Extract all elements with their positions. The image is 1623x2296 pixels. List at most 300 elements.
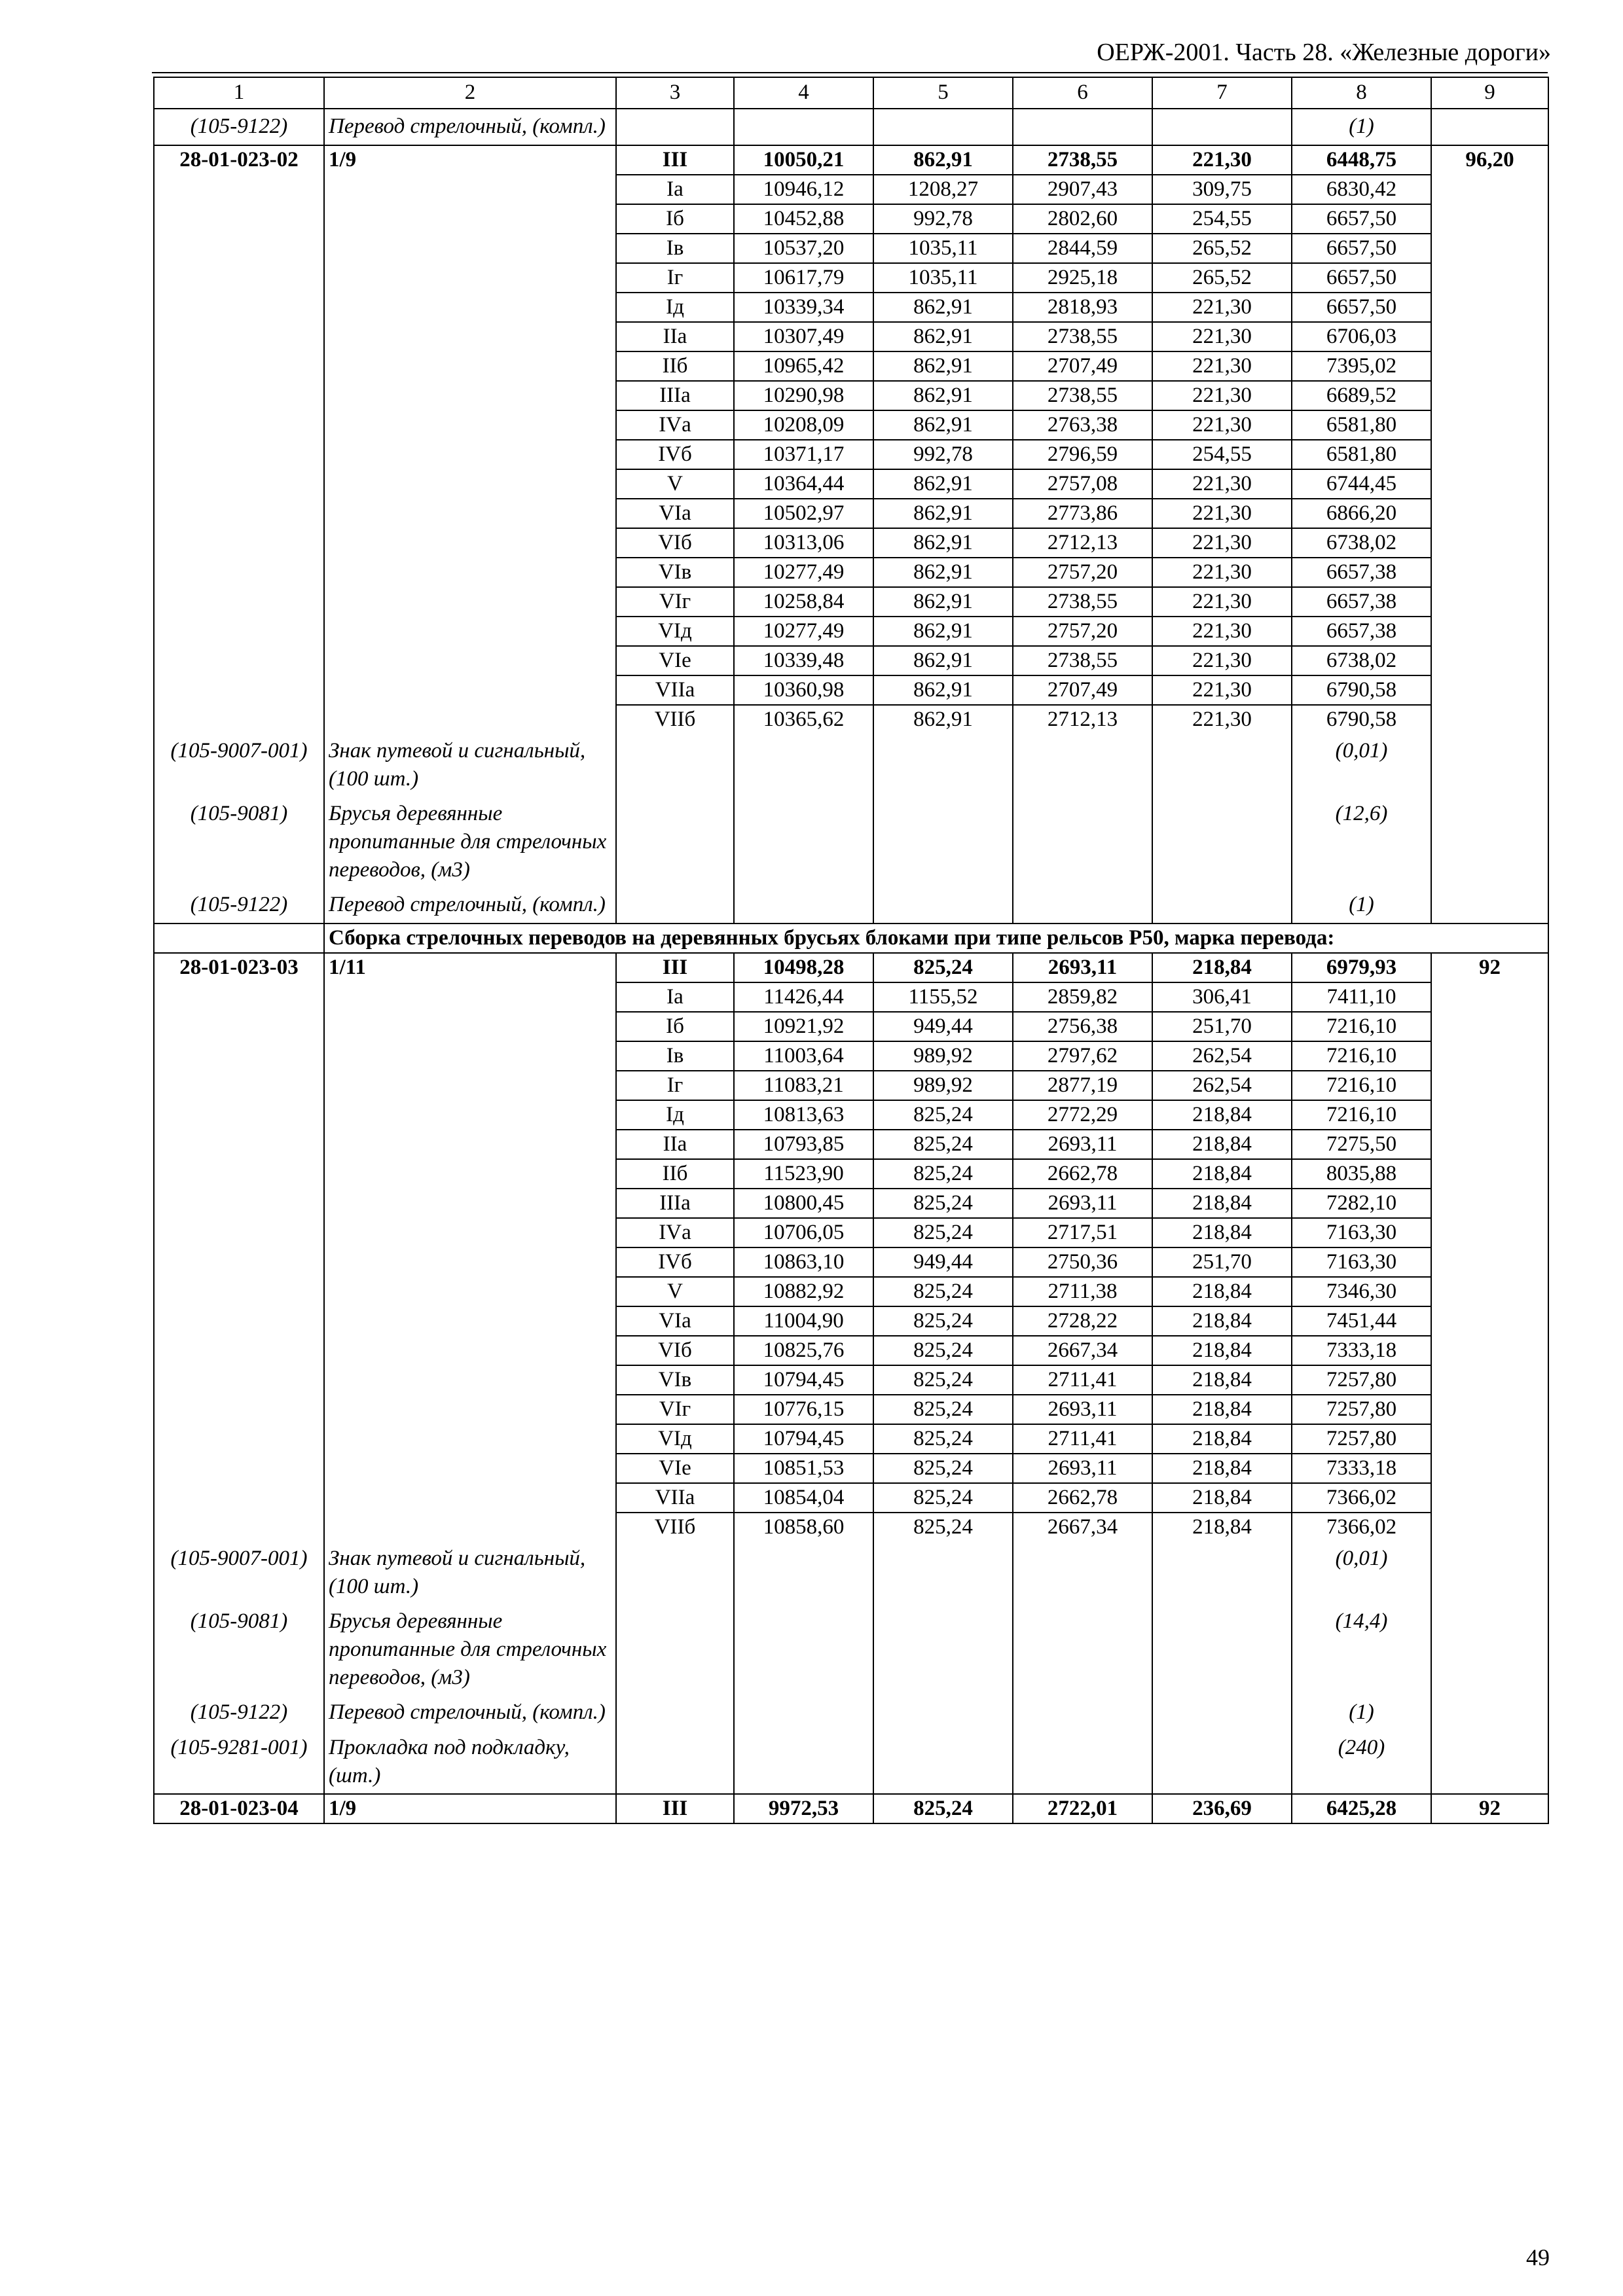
rate-unit-value [1431, 322, 1548, 351]
section-row [154, 924, 1548, 953]
rate-main-row [154, 1794, 1548, 1823]
rate-name [324, 1336, 616, 1365]
rate-zone-row [154, 263, 1548, 293]
rate-unit-value [1431, 1454, 1548, 1483]
price-value: 218,84 [1152, 1424, 1292, 1454]
rate-zone-row [154, 1306, 1548, 1336]
material-qty: (1) [1292, 109, 1431, 145]
zone-label: Iг [616, 263, 734, 293]
zone-label: VIд [616, 617, 734, 646]
rate-name [324, 1041, 616, 1071]
empty-cell [1152, 1695, 1292, 1731]
zone-label: Iд [616, 293, 734, 322]
price-value: 2772,29 [1013, 1100, 1152, 1130]
rate-unit-value [1431, 469, 1548, 499]
rate-zone-row [154, 1130, 1548, 1159]
zone-label: VIв [616, 558, 734, 587]
rate-unit-value: 96,20 [1431, 145, 1548, 175]
price-value: 218,84 [1152, 1218, 1292, 1247]
empty-cell [1431, 1541, 1548, 1604]
empty-cell [1013, 1731, 1152, 1794]
price-value: 825,24 [873, 1189, 1013, 1218]
price-value: 6657,38 [1292, 558, 1431, 587]
zone-label: VIе [616, 646, 734, 675]
price-value: 10617,79 [734, 263, 873, 293]
price-value: 221,30 [1152, 705, 1292, 734]
zone-label: IVа [616, 410, 734, 440]
price-value: 11004,90 [734, 1306, 873, 1336]
rate-unit-value [1431, 1483, 1548, 1513]
empty-cell [873, 888, 1013, 924]
price-value: 9972,53 [734, 1794, 873, 1823]
zone-label: III [616, 1794, 734, 1823]
rate-unit-value [1431, 175, 1548, 204]
price-value: 862,91 [873, 617, 1013, 646]
price-value: 10452,88 [734, 204, 873, 234]
price-value: 10965,42 [734, 351, 873, 381]
price-value: 265,52 [1152, 234, 1292, 263]
price-value: 8035,88 [1292, 1159, 1431, 1189]
rate-name [324, 263, 616, 293]
price-value: 10365,62 [734, 705, 873, 734]
price-value: 7216,10 [1292, 1100, 1431, 1130]
rate-unit-value [1431, 440, 1548, 469]
price-value: 218,84 [1152, 1189, 1292, 1218]
rate-name [324, 1365, 616, 1395]
price-value: 10851,53 [734, 1454, 873, 1483]
price-value: 825,24 [873, 1159, 1013, 1189]
header-rule [152, 72, 1548, 73]
price-value: 10277,49 [734, 558, 873, 587]
material-row [154, 1541, 1548, 1604]
rate-name [324, 469, 616, 499]
rate-zone-row [154, 1395, 1548, 1424]
price-value: 7257,80 [1292, 1365, 1431, 1395]
material-qty: (240) [1292, 1731, 1431, 1794]
empty-cell [616, 888, 734, 924]
material-row [154, 797, 1548, 888]
empty-cell [1152, 797, 1292, 888]
rate-zone-row [154, 440, 1548, 469]
price-value: 7275,50 [1292, 1130, 1431, 1159]
rate-unit-value [1431, 1365, 1548, 1395]
price-value: 2818,93 [1013, 293, 1152, 322]
zone-label: IIа [616, 1130, 734, 1159]
price-value: 265,52 [1152, 263, 1292, 293]
price-value: 7333,18 [1292, 1454, 1431, 1483]
price-value: 825,24 [873, 1395, 1013, 1424]
price-value: 10794,45 [734, 1424, 873, 1454]
price-value: 1208,27 [873, 175, 1013, 204]
price-value: 2925,18 [1013, 263, 1152, 293]
rate-name: 1/9 [324, 1794, 616, 1823]
rate-zone-row [154, 1454, 1548, 1483]
rate-code [154, 646, 324, 675]
rate-main-row [154, 145, 1548, 175]
price-value: 2877,19 [1013, 1071, 1152, 1100]
price-value: 218,84 [1152, 1483, 1292, 1513]
rate-unit-value [1431, 1336, 1548, 1365]
rate-zone-row [154, 234, 1548, 263]
rate-name [324, 675, 616, 705]
rate-name [324, 617, 616, 646]
price-value: 7451,44 [1292, 1306, 1431, 1336]
column-number: 7 [1152, 77, 1292, 109]
rate-unit-value [1431, 1277, 1548, 1306]
price-value: 6790,58 [1292, 705, 1431, 734]
rate-name [324, 1159, 616, 1189]
rate-unit-value [1431, 1189, 1548, 1218]
price-value: 10208,09 [734, 410, 873, 440]
material-name: Брусья деревянные пропитанные для стрелочных переводов, (м3) [324, 797, 616, 888]
empty-cell [1431, 797, 1548, 888]
rate-code [154, 263, 324, 293]
zone-label: IVа [616, 1218, 734, 1247]
rate-unit-value [1431, 499, 1548, 528]
price-value: 10882,92 [734, 1277, 873, 1306]
price-value: 2763,38 [1013, 410, 1152, 440]
price-value: 6657,50 [1292, 204, 1431, 234]
price-value: 2757,08 [1013, 469, 1152, 499]
empty-cell [1013, 734, 1152, 797]
rate-name [324, 204, 616, 234]
zone-label: VIIб [616, 705, 734, 734]
price-value: 2693,11 [1013, 953, 1152, 982]
price-value: 6979,93 [1292, 953, 1431, 982]
price-value: 10800,45 [734, 1189, 873, 1218]
material-qty: (0,01) [1292, 1541, 1431, 1604]
rate-zone-row [154, 1159, 1548, 1189]
rate-unit-value: 92 [1431, 1794, 1548, 1823]
price-value: 6657,50 [1292, 293, 1431, 322]
price-value: 10339,34 [734, 293, 873, 322]
price-value: 2707,49 [1013, 351, 1152, 381]
rate-code [154, 587, 324, 617]
price-value: 825,24 [873, 1513, 1013, 1541]
section-title: Сборка стрелочных переводов на деревянных брусьях блоками при типе рельсов Р50, марка перевода: [324, 924, 1548, 953]
price-value: 825,24 [873, 1277, 1013, 1306]
rate-code [154, 1306, 324, 1336]
zone-label: IIб [616, 1159, 734, 1189]
price-value: 221,30 [1152, 322, 1292, 351]
price-value: 2750,36 [1013, 1247, 1152, 1277]
rate-zone-row [154, 322, 1548, 351]
material-name: Перевод стрелочный, (компл.) [324, 888, 616, 924]
price-value: 10863,10 [734, 1247, 873, 1277]
rate-name [324, 1247, 616, 1277]
material-name: Прокладка под подкладку, (шт.) [324, 1731, 616, 1794]
price-value: 949,44 [873, 1012, 1013, 1041]
material-name: Брусья деревянные пропитанные для стрелочных переводов, (м3) [324, 1604, 616, 1695]
empty-cell [616, 1604, 734, 1695]
rate-unit-value [1431, 351, 1548, 381]
price-value: 825,24 [873, 1365, 1013, 1395]
price-value: 862,91 [873, 675, 1013, 705]
price-value: 218,84 [1152, 1365, 1292, 1395]
material-code: (105-9122) [154, 109, 324, 145]
price-value: 862,91 [873, 322, 1013, 351]
empty-cell [734, 1604, 873, 1695]
price-value: 2693,11 [1013, 1189, 1152, 1218]
empty-cell [1152, 1604, 1292, 1695]
material-qty: (12,6) [1292, 797, 1431, 888]
price-value: 221,30 [1152, 646, 1292, 675]
rate-name [324, 1071, 616, 1100]
price-value: 7216,10 [1292, 1012, 1431, 1041]
empty-cell [734, 888, 873, 924]
column-number: 1 [154, 77, 324, 109]
price-value: 6706,03 [1292, 322, 1431, 351]
empty-cell [154, 924, 324, 953]
rate-unit-value [1431, 558, 1548, 587]
price-value: 262,54 [1152, 1041, 1292, 1071]
rate-name [324, 587, 616, 617]
price-value: 221,30 [1152, 617, 1292, 646]
price-value: 10776,15 [734, 1395, 873, 1424]
empty-cell [1431, 1695, 1548, 1731]
price-value: 2802,60 [1013, 204, 1152, 234]
rate-zone-row [154, 617, 1548, 646]
empty-cell [1152, 888, 1292, 924]
empty-cell [873, 1604, 1013, 1695]
price-value: 251,70 [1152, 1012, 1292, 1041]
price-value: 6830,42 [1292, 175, 1431, 204]
price-value: 10277,49 [734, 617, 873, 646]
rate-unit-value [1431, 204, 1548, 234]
empty-cell [616, 734, 734, 797]
rate-unit-value [1431, 293, 1548, 322]
empty-cell [1431, 888, 1548, 924]
rate-zone-row [154, 646, 1548, 675]
zone-label: III [616, 145, 734, 175]
empty-cell [616, 797, 734, 888]
rate-code: 28-01-023-04 [154, 1794, 324, 1823]
rate-unit-value [1431, 1513, 1548, 1541]
price-value: 2756,38 [1013, 1012, 1152, 1041]
price-value: 218,84 [1152, 1130, 1292, 1159]
rate-zone-row [154, 204, 1548, 234]
price-value: 825,24 [873, 953, 1013, 982]
material-name: Знак путевой и сигнальный, (100 шт.) [324, 1541, 616, 1604]
zone-label: Iд [616, 1100, 734, 1130]
price-value: 2773,86 [1013, 499, 1152, 528]
rate-zone-row [154, 293, 1548, 322]
rate-code [154, 1277, 324, 1306]
rate-zone-row [154, 1041, 1548, 1071]
rate-unit-value [1431, 410, 1548, 440]
price-value: 2711,38 [1013, 1277, 1152, 1306]
material-code: (105-9007-001) [154, 1541, 324, 1604]
rate-zone-row [154, 469, 1548, 499]
price-value: 862,91 [873, 558, 1013, 587]
rate-code [154, 1513, 324, 1541]
empty-cell [1013, 1604, 1152, 1695]
rate-zone-row [154, 1218, 1548, 1247]
column-number: 2 [324, 77, 616, 109]
price-value: 2711,41 [1013, 1365, 1152, 1395]
rate-code [154, 1100, 324, 1130]
material-row [154, 1695, 1548, 1731]
rate-code [154, 1218, 324, 1247]
rate-name [324, 1189, 616, 1218]
rate-zone-row [154, 499, 1548, 528]
rate-unit-value [1431, 1424, 1548, 1454]
rate-zone-row [154, 1513, 1548, 1541]
rate-name [324, 351, 616, 381]
column-number: 4 [734, 77, 873, 109]
rate-name [324, 528, 616, 558]
price-value: 862,91 [873, 469, 1013, 499]
price-value: 10290,98 [734, 381, 873, 410]
material-name: Перевод стрелочный, (компл.) [324, 109, 616, 145]
price-value: 992,78 [873, 204, 1013, 234]
price-value: 862,91 [873, 381, 1013, 410]
price-value: 949,44 [873, 1247, 1013, 1277]
price-value: 221,30 [1152, 469, 1292, 499]
rate-code [154, 1454, 324, 1483]
rate-name [324, 440, 616, 469]
zone-label: Iб [616, 1012, 734, 1041]
price-value: 6738,02 [1292, 528, 1431, 558]
column-numbers-row [154, 77, 1548, 109]
rate-zone-row [154, 1071, 1548, 1100]
rate-name [324, 234, 616, 263]
price-value: 10706,05 [734, 1218, 873, 1247]
rate-name [324, 705, 616, 734]
rate-unit-value [1431, 1247, 1548, 1277]
price-value: 11003,64 [734, 1041, 873, 1071]
empty-cell [1431, 734, 1548, 797]
price-value: 6581,80 [1292, 440, 1431, 469]
rate-name [324, 499, 616, 528]
rate-name [324, 1306, 616, 1336]
zone-label: IVб [616, 440, 734, 469]
rate-unit-value: 92 [1431, 953, 1548, 982]
zone-label: VIг [616, 1395, 734, 1424]
price-value: 221,30 [1152, 351, 1292, 381]
rate-code [154, 293, 324, 322]
material-qty: (14,4) [1292, 1604, 1431, 1695]
zone-label: VIIа [616, 675, 734, 705]
rate-code [154, 1336, 324, 1365]
price-value: 2859,82 [1013, 982, 1152, 1012]
rate-code [154, 499, 324, 528]
price-value: 862,91 [873, 705, 1013, 734]
price-value: 2728,22 [1013, 1306, 1152, 1336]
price-value: 218,84 [1152, 953, 1292, 982]
empty-cell [734, 1695, 873, 1731]
rate-unit-value [1431, 234, 1548, 263]
price-value: 2662,78 [1013, 1483, 1152, 1513]
column-number: 3 [616, 77, 734, 109]
rate-zone-row [154, 1012, 1548, 1041]
price-value: 10502,97 [734, 499, 873, 528]
empty-cell [873, 734, 1013, 797]
price-value: 7257,80 [1292, 1424, 1431, 1454]
zone-label: IIб [616, 351, 734, 381]
rate-zone-row [154, 351, 1548, 381]
material-code: (105-9007-001) [154, 734, 324, 797]
empty-cell [1152, 1731, 1292, 1794]
empty-cell [1152, 734, 1292, 797]
price-value: 825,24 [873, 1306, 1013, 1336]
price-value: 2707,49 [1013, 675, 1152, 705]
column-number: 5 [873, 77, 1013, 109]
zone-label: VIIа [616, 1483, 734, 1513]
rate-unit-value [1431, 1306, 1548, 1336]
price-value: 1155,52 [873, 982, 1013, 1012]
rate-unit-value [1431, 646, 1548, 675]
price-value: 10858,60 [734, 1513, 873, 1541]
rate-zone-row [154, 410, 1548, 440]
rate-unit-value [1431, 263, 1548, 293]
zone-label: IIIа [616, 1189, 734, 1218]
rate-code [154, 705, 324, 734]
price-value: 2722,01 [1013, 1794, 1152, 1823]
rate-name: 1/11 [324, 953, 616, 982]
price-value: 10360,98 [734, 675, 873, 705]
material-qty: (1) [1292, 888, 1431, 924]
price-value: 2796,59 [1013, 440, 1152, 469]
price-value: 2712,13 [1013, 528, 1152, 558]
price-value: 6657,50 [1292, 263, 1431, 293]
price-value: 218,84 [1152, 1395, 1292, 1424]
price-value: 10371,17 [734, 440, 873, 469]
price-value: 825,24 [873, 1130, 1013, 1159]
price-value: 2693,11 [1013, 1454, 1152, 1483]
price-value: 862,91 [873, 499, 1013, 528]
price-value: 862,91 [873, 293, 1013, 322]
price-value: 2797,62 [1013, 1041, 1152, 1071]
rate-code [154, 351, 324, 381]
price-value: 218,84 [1152, 1100, 1292, 1130]
rate-unit-value [1431, 675, 1548, 705]
rate-name [324, 322, 616, 351]
rate-code [154, 1424, 324, 1454]
price-value: 221,30 [1152, 499, 1292, 528]
price-value: 862,91 [873, 145, 1013, 175]
price-value: 218,84 [1152, 1454, 1292, 1483]
rate-name [324, 1277, 616, 1306]
rate-name [324, 982, 616, 1012]
zone-label: VIIб [616, 1513, 734, 1541]
price-value: 2693,11 [1013, 1395, 1152, 1424]
zone-label: Iв [616, 234, 734, 263]
rate-zone-row [154, 175, 1548, 204]
price-value: 10364,44 [734, 469, 873, 499]
empty-cell [1152, 109, 1292, 145]
price-value: 11426,44 [734, 982, 873, 1012]
empty-cell [1431, 1604, 1548, 1695]
rate-zone-row [154, 381, 1548, 410]
price-value: 10946,12 [734, 175, 873, 204]
price-value: 251,70 [1152, 1247, 1292, 1277]
rates-table [153, 77, 1549, 1824]
zone-label: IIIа [616, 381, 734, 410]
page-number: 49 [1526, 2244, 1550, 2270]
rate-code [154, 1071, 324, 1100]
price-value: 221,30 [1152, 410, 1292, 440]
zone-label: Iб [616, 204, 734, 234]
price-value: 6657,50 [1292, 234, 1431, 263]
price-value: 2844,59 [1013, 234, 1152, 263]
rate-unit-value [1431, 982, 1548, 1012]
rate-zone-row [154, 705, 1548, 734]
rate-code [154, 1159, 324, 1189]
rate-code [154, 440, 324, 469]
column-number: 6 [1013, 77, 1152, 109]
price-value: 7346,30 [1292, 1277, 1431, 1306]
